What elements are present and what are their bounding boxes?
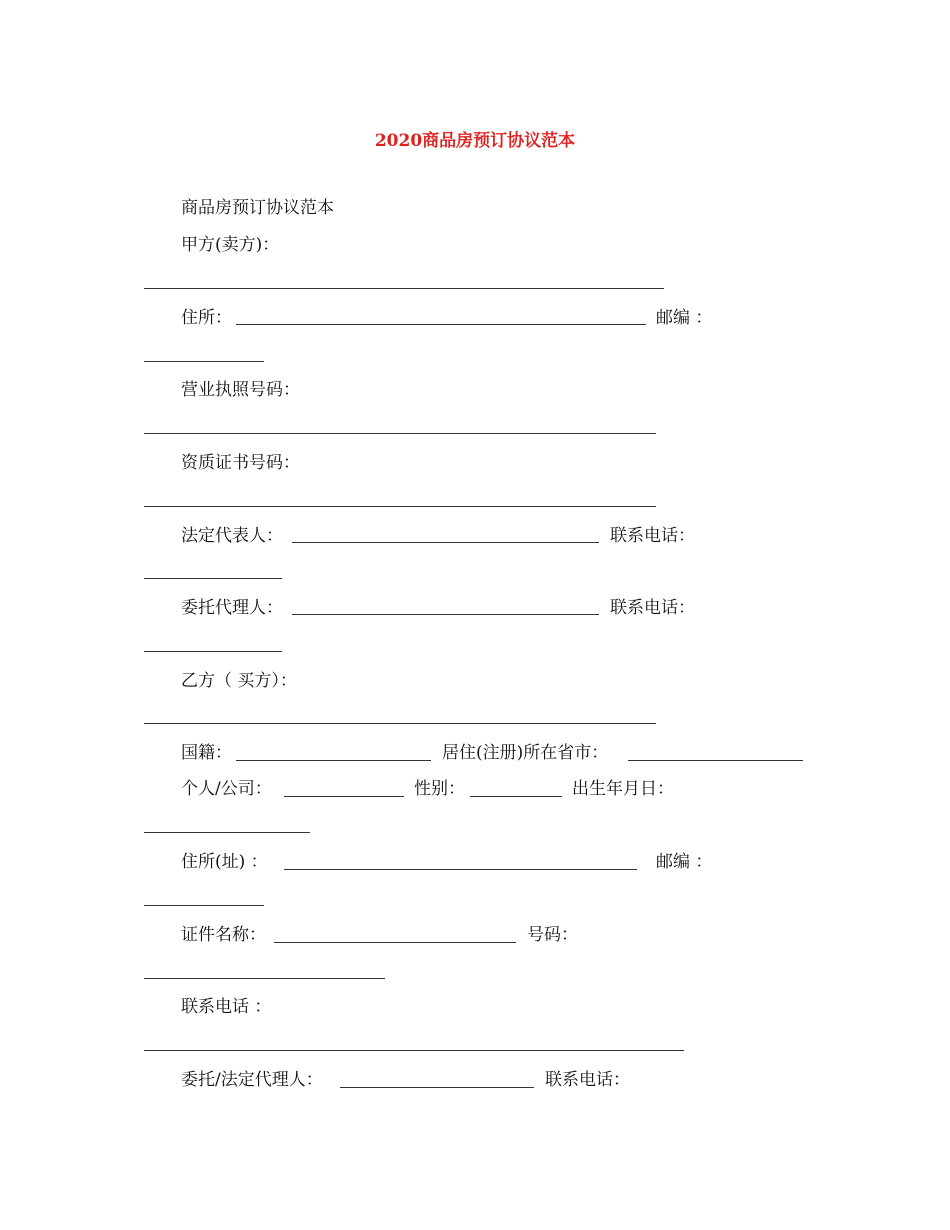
address-label: 住所： [181, 308, 232, 328]
address-b-label: 住所(址) ： [181, 852, 268, 872]
agent-phone-underline [144, 651, 282, 652]
party-b-label: 乙方（ 买方）： [181, 671, 297, 691]
qualification-no-label: 资质证书号码： [181, 453, 300, 473]
gender-underline [470, 796, 562, 797]
party-b-underline [144, 723, 656, 724]
party-a-label: 甲方(卖方)： [181, 235, 280, 255]
document-title: 2020商品房预订协议范本 [374, 131, 576, 151]
subtitle: 商品房预订协议范本 [181, 198, 334, 218]
address-underline [236, 324, 646, 325]
legal-rep-label: 法定代表人： [181, 526, 283, 546]
agent-b-label: 委托/法定代理人： [181, 1070, 323, 1090]
person-company-underline [284, 796, 404, 797]
id-name-label: 证件名称： [181, 925, 266, 945]
legal-rep-phone-label: 联系电话： [610, 526, 695, 546]
agent-b-underline [340, 1087, 534, 1088]
agent-label: 委托代理人： [181, 598, 283, 618]
id-number-label: 号码： [527, 925, 578, 945]
residence-city-underline [628, 760, 803, 761]
nationality-underline [236, 760, 431, 761]
phone-b-label: 联系电话 ： [181, 997, 272, 1017]
phone-b-underline [144, 1050, 684, 1051]
party-a-underline [144, 288, 664, 289]
legal-rep-underline [292, 542, 599, 543]
postcode-b-underline [144, 905, 264, 906]
birthdate-underline [144, 832, 310, 833]
id-number-underline [144, 978, 385, 979]
license-no-underline [144, 433, 656, 434]
qualification-no-underline [144, 506, 656, 507]
address-b-underline [284, 869, 637, 870]
person-company-label: 个人/公司： [181, 779, 272, 799]
postcode-label: 邮编 ： [656, 308, 713, 328]
license-no-label: 营业执照号码： [181, 380, 300, 400]
residence-city-label: 居住(注册)所在省市： [442, 743, 609, 763]
postcode-b-label: 邮编 ： [656, 852, 713, 872]
nationality-label: 国籍： [181, 743, 232, 763]
agent-underline [292, 614, 599, 615]
agent-b-phone-label: 联系电话： [545, 1070, 630, 1090]
gender-label: 性别： [414, 779, 465, 799]
postcode-underline [144, 361, 264, 362]
agent-phone-label: 联系电话： [610, 598, 695, 618]
id-name-underline [274, 942, 516, 943]
birthdate-label: 出生年月日： [572, 779, 674, 799]
legal-rep-phone-underline [144, 578, 282, 579]
